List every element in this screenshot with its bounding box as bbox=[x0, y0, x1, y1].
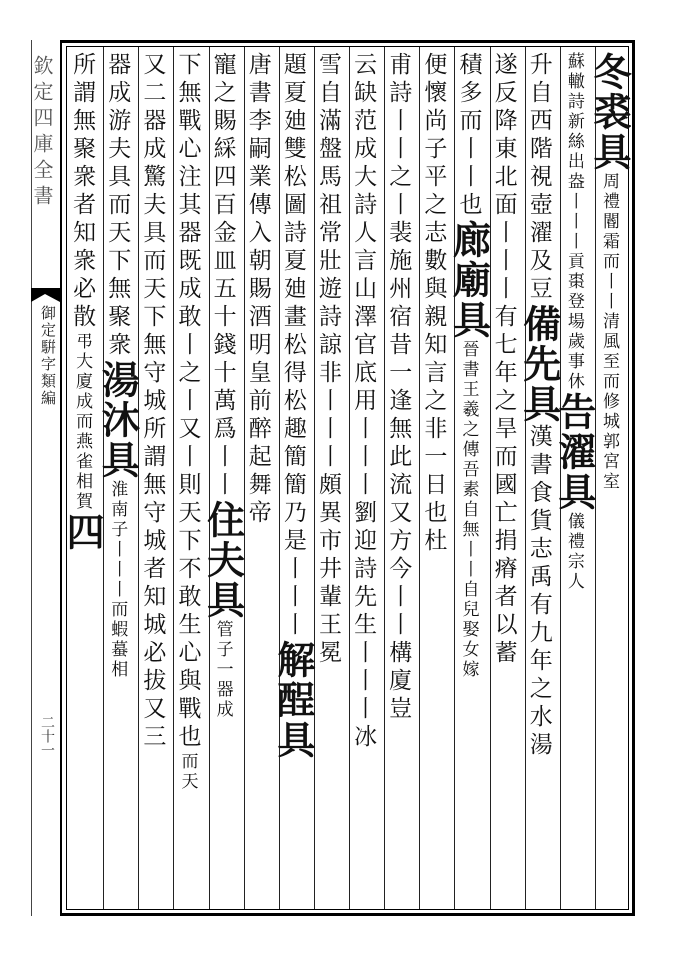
text-column bbox=[270, 52, 316, 907]
column-text: 周禮閽霜而丨丨清風至而修城郭宮室 bbox=[599, 172, 619, 492]
text-column bbox=[491, 52, 524, 907]
text-column bbox=[200, 52, 246, 907]
book-title: 御定騈字類編 bbox=[39, 305, 57, 407]
text-column bbox=[385, 52, 418, 907]
column-text: 漢書食貨志禹有九年之水湯 bbox=[525, 424, 552, 760]
entry-heading: 廊廟具 bbox=[446, 220, 492, 340]
entry-heading: 住夫具 bbox=[200, 500, 246, 620]
column-text: 雪自滿盤馬祖常壯遊詩諒非丨丨丨頗異市井輩王冕 bbox=[315, 52, 341, 668]
collection-title: 欽定四庫全書 bbox=[30, 55, 54, 211]
column-text: 管子一器成 bbox=[212, 620, 233, 720]
fishtail-mark bbox=[31, 288, 60, 302]
text-column bbox=[350, 52, 383, 907]
column-text: 有七年之旱而國亡捐瘠者以蓄 bbox=[490, 304, 517, 668]
column-text: 又二器成驚夫具而天下無守城所謂無守城者知城必拔又三 bbox=[139, 52, 166, 752]
entry-heading: 解酲具 bbox=[270, 640, 316, 760]
text-column bbox=[551, 52, 597, 907]
column-text: 儀禮宗人 bbox=[563, 512, 584, 592]
column-text: 便懷尚子平之志數與親知言之非一日也杜 bbox=[420, 52, 447, 556]
column-text: 題夏廸雙松圖詩夏廸畫松得松趣簡簡乃是丨丨丨 bbox=[279, 52, 306, 640]
text-column bbox=[139, 52, 172, 907]
column-text: 升自西階視壺濯及豆 bbox=[525, 52, 552, 304]
text-column bbox=[315, 52, 348, 907]
text-column bbox=[516, 52, 562, 907]
column-text: 蘇轍詩新絲出盎丨丨丨貢棗登場歲事休 bbox=[563, 52, 584, 392]
column-text: 云缺范成大詩人言山澤官底用丨丨丨劉迎詩先生丨丨丨冰 bbox=[350, 52, 377, 752]
text-column bbox=[587, 52, 632, 907]
column-text: 遂反降東北面丨丨丨 bbox=[490, 52, 517, 304]
text-column bbox=[60, 52, 106, 907]
text-column bbox=[245, 52, 278, 907]
entry-heading: 四 bbox=[60, 512, 106, 552]
entry-heading: 冬裘具 bbox=[587, 52, 632, 172]
column-text: 下無戰心注其器既成敢丨之丨又丨則天下不敢生心與戰也 bbox=[174, 52, 201, 752]
text-column bbox=[95, 52, 141, 907]
text-column bbox=[446, 52, 492, 907]
column-text: 唐書李嗣業傳入朝賜酒明皇前醉起舞帝 bbox=[244, 52, 271, 528]
entry-heading: 湯沐具 bbox=[95, 360, 141, 480]
column-text: 寵之賜綵四百金皿五十錢十萬爲丨丨 bbox=[209, 52, 236, 500]
column-text: 而天 bbox=[177, 752, 198, 792]
page-number: 二十一 bbox=[39, 715, 55, 757]
column-text: 所謂無聚衆者知衆必散 bbox=[69, 52, 96, 332]
entry-heading: 告濯具 bbox=[551, 392, 597, 512]
column-text: 淮南子丨丨丨而蝦蟇相 bbox=[107, 480, 128, 680]
column-text: 器成游夫具而天下無聚衆 bbox=[104, 52, 131, 360]
text-column bbox=[174, 52, 207, 907]
entry-heading: 備先具 bbox=[516, 304, 562, 424]
text-column bbox=[420, 52, 453, 907]
column-text: 弔大廈成而燕雀相賀 bbox=[72, 332, 93, 512]
column-text: 甫詩丨丨之丨裴施州宿昔一逢無此流又方今丨丨構廈豈 bbox=[385, 52, 412, 724]
column-text: 積多而丨丨也 bbox=[455, 52, 482, 220]
column-text: 晉書王羲之傳吾素自無丨丨自兒娶女嫁 bbox=[458, 340, 479, 680]
